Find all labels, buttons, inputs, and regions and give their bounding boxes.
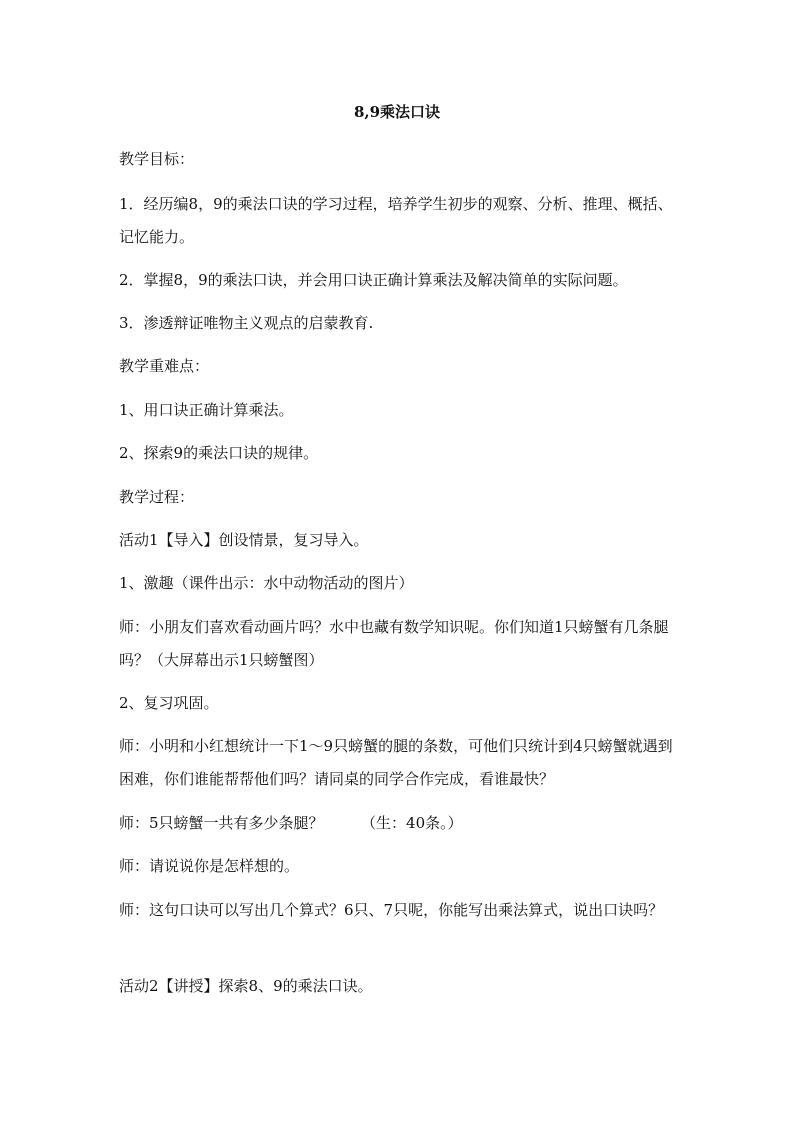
paragraph-step-2: 2、复习巩固。 bbox=[119, 694, 219, 712]
paragraph-activity-2: 活动2【讲授】探索8、9的乘法口诀。 bbox=[119, 977, 373, 995]
paragraph-teacher-5: 师：这句口诀可以写出几个算式？6只、7只呢，你能写出乘法算式，说出口诀吗？ bbox=[119, 901, 664, 919]
paragraph-objective-3: 3．渗透辩证唯物主义观点的启蒙教育. bbox=[119, 314, 374, 332]
section-heading-process: 教学过程： bbox=[119, 488, 195, 506]
paragraph-teacher-3: 师：5只螃蟹一共有多少条腿？ （生：40条。） bbox=[119, 814, 463, 832]
document-title: 8,9乘法口诀 bbox=[353, 103, 441, 121]
paragraph-teacher-2: 师：小明和小红想统计一下1～9只螃蟹的腿的条数，可他们只统计到4只螃蟹就遇到困难，你们谁能帮帮他们吗？请同桌的同学合作完成，看谁最快？ bbox=[119, 737, 673, 788]
paragraph-objective-2: 2．掌握8，9的乘法口诀，并会用口诀正确计算乘法及解决简单的实际问题。 bbox=[119, 271, 628, 289]
paragraph-key-point-2: 2、探索9的乘法口诀的规律。 bbox=[119, 444, 319, 462]
paragraph-teacher-4: 师：请说说你是怎样想的。 bbox=[119, 857, 300, 875]
paragraph-activity-1: 活动1【导入】创设情景，复习导入。 bbox=[119, 531, 369, 549]
paragraph-key-point-1: 1、用口诀正确计算乘法。 bbox=[119, 401, 294, 419]
paragraph-objective-1: 1．经历编8，9的乘法口诀的学习过程，培养学生初步的观察、分析、推理、概括、记忆能力。 bbox=[119, 195, 673, 246]
section-heading-objectives: 教学目标： bbox=[119, 150, 195, 168]
section-heading-key-points: 教学重难点： bbox=[119, 357, 210, 375]
paragraph-teacher-1: 师：小朋友们喜欢看动画片吗？水中也藏有数学知识呢。你们知道1只螃蟹有几条腿吗？（大屏幕出示1只螃蟹图） bbox=[119, 618, 669, 669]
paragraph-step-1: 1、激趣（课件出示：水中动物活动的图片） bbox=[119, 574, 414, 592]
